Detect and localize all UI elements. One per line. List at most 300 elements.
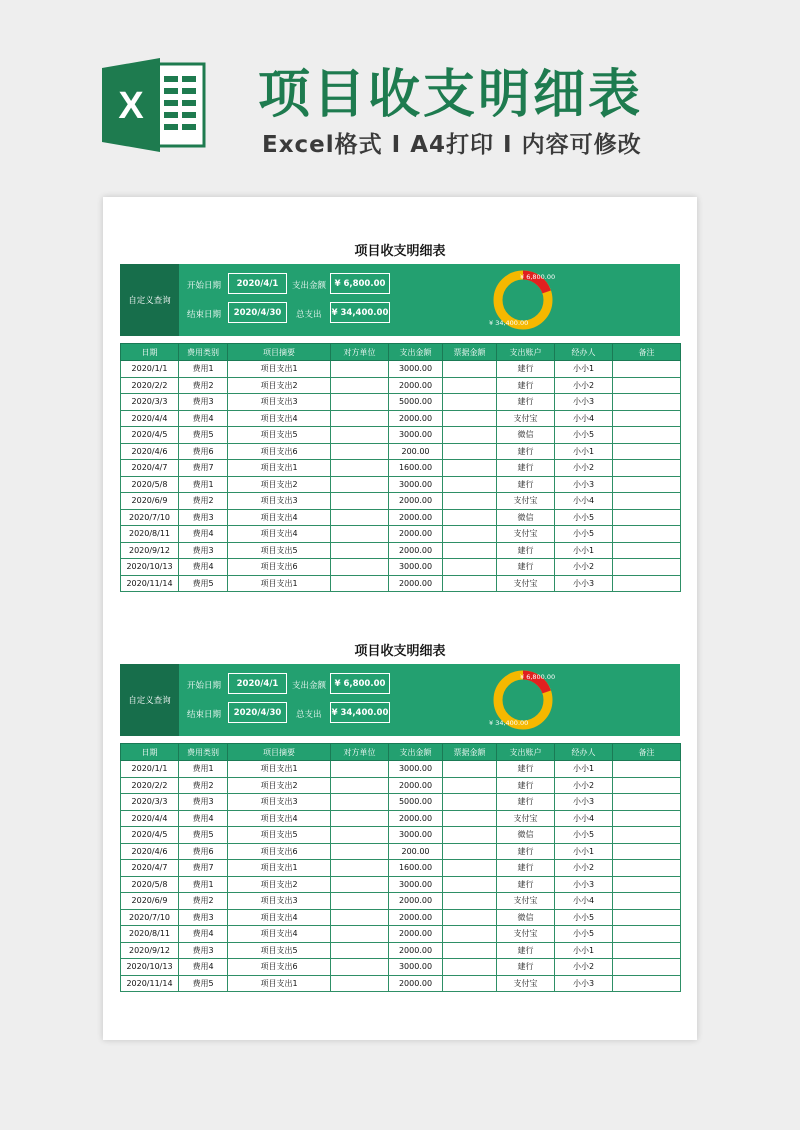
cell-summary[interactable]: 项目支出1 xyxy=(228,975,331,992)
cell-note[interactable] xyxy=(613,542,681,559)
column-header-note[interactable]: 备注 xyxy=(613,744,681,761)
cell-note[interactable] xyxy=(613,926,681,943)
cell-account[interactable]: 建行 xyxy=(497,942,555,959)
cell-counterparty[interactable] xyxy=(331,377,389,394)
cell-summary[interactable]: 项目支出2 xyxy=(228,377,331,394)
cell-account[interactable]: 建行 xyxy=(497,394,555,411)
cell-counterparty[interactable] xyxy=(331,460,389,477)
cell-summary[interactable]: 项目支出5 xyxy=(228,827,331,844)
cell-invoice[interactable] xyxy=(443,942,497,959)
cell-counterparty[interactable] xyxy=(331,559,389,576)
cell-category[interactable]: 费用3 xyxy=(179,942,228,959)
column-header-invoice[interactable]: 票据金额 xyxy=(443,344,497,361)
cell-date[interactable]: 2020/4/5 xyxy=(121,427,179,444)
cell-summary[interactable]: 项目支出1 xyxy=(228,761,331,778)
cell-note[interactable] xyxy=(613,942,681,959)
cell-account[interactable]: 微信 xyxy=(497,909,555,926)
cell-amount[interactable]: 3000.00 xyxy=(389,559,443,576)
cell-summary[interactable]: 项目支出4 xyxy=(228,926,331,943)
cell-amount[interactable]: 2000.00 xyxy=(389,926,443,943)
column-header-category[interactable]: 费用类别 xyxy=(179,344,228,361)
cell-account[interactable]: 微信 xyxy=(497,427,555,444)
cell-summary[interactable]: 项目支出2 xyxy=(228,876,331,893)
column-header-amount[interactable]: 支出金额 xyxy=(389,744,443,761)
cell-handler[interactable]: 小小3 xyxy=(555,394,613,411)
cell-summary[interactable]: 项目支出2 xyxy=(228,476,331,493)
expense-table xyxy=(120,343,681,592)
cell-counterparty[interactable] xyxy=(331,542,389,559)
cell-category[interactable]: 费用2 xyxy=(179,893,228,910)
end-date-field[interactable]: 2020/4/30 xyxy=(228,702,287,723)
cell-amount[interactable]: 2000.00 xyxy=(389,377,443,394)
cell-category[interactable]: 费用3 xyxy=(179,909,228,926)
cell-handler[interactable]: 小小3 xyxy=(555,476,613,493)
cell-counterparty[interactable] xyxy=(331,476,389,493)
cell-category[interactable]: 费用3 xyxy=(179,509,228,526)
cell-category[interactable]: 费用2 xyxy=(179,493,228,510)
cell-account[interactable]: 支付宝 xyxy=(497,810,555,827)
cell-summary[interactable]: 项目支出2 xyxy=(228,777,331,794)
query-panel xyxy=(120,264,680,336)
cell-note[interactable] xyxy=(613,860,681,877)
cell-category[interactable]: 费用1 xyxy=(179,361,228,378)
cell-category[interactable]: 费用4 xyxy=(179,526,228,543)
start-date-field[interactable]: 2020/4/1 xyxy=(228,673,287,694)
cell-account[interactable]: 微信 xyxy=(497,509,555,526)
cell-account[interactable]: 支付宝 xyxy=(497,975,555,992)
cell-category[interactable]: 费用4 xyxy=(179,810,228,827)
cell-note[interactable] xyxy=(613,509,681,526)
cell-amount[interactable]: 2000.00 xyxy=(389,909,443,926)
cell-category[interactable]: 费用5 xyxy=(179,975,228,992)
cell-invoice[interactable] xyxy=(443,959,497,976)
cell-summary[interactable]: 项目支出6 xyxy=(228,443,331,460)
end-date-label: 结束日期 xyxy=(187,310,222,320)
cell-summary[interactable]: 项目支出5 xyxy=(228,942,331,959)
cell-counterparty[interactable] xyxy=(331,526,389,543)
cell-counterparty[interactable] xyxy=(331,761,389,778)
cell-handler[interactable]: 小小1 xyxy=(555,361,613,378)
cell-category[interactable]: 费用1 xyxy=(179,476,228,493)
cell-summary[interactable]: 项目支出3 xyxy=(228,893,331,910)
cell-amount[interactable]: 2000.00 xyxy=(389,542,443,559)
start-date-field[interactable]: 2020/4/1 xyxy=(228,273,287,294)
cell-category[interactable]: 费用5 xyxy=(179,427,228,444)
cell-date[interactable]: 2020/1/1 xyxy=(121,761,179,778)
cell-invoice[interactable] xyxy=(443,559,497,576)
cell-account[interactable]: 建行 xyxy=(497,794,555,811)
cell-handler[interactable]: 小小4 xyxy=(555,893,613,910)
cell-counterparty[interactable] xyxy=(331,443,389,460)
cell-handler[interactable]: 小小5 xyxy=(555,909,613,926)
cell-note[interactable] xyxy=(613,810,681,827)
cell-summary[interactable]: 项目支出3 xyxy=(228,794,331,811)
cell-category[interactable]: 费用3 xyxy=(179,542,228,559)
cell-date[interactable]: 2020/4/6 xyxy=(121,843,179,860)
cell-category[interactable]: 费用5 xyxy=(179,827,228,844)
cell-counterparty[interactable] xyxy=(331,827,389,844)
cell-account[interactable]: 建行 xyxy=(497,876,555,893)
cell-counterparty[interactable] xyxy=(331,876,389,893)
cell-category[interactable]: 费用6 xyxy=(179,443,228,460)
cell-amount[interactable]: 1600.00 xyxy=(389,860,443,877)
cell-account[interactable]: 建行 xyxy=(497,761,555,778)
cell-note[interactable] xyxy=(613,761,681,778)
cell-note[interactable] xyxy=(613,843,681,860)
cell-invoice[interactable] xyxy=(443,975,497,992)
cell-invoice[interactable] xyxy=(443,394,497,411)
cell-date[interactable]: 2020/11/14 xyxy=(121,975,179,992)
cell-counterparty[interactable] xyxy=(331,909,389,926)
table-row xyxy=(121,926,681,943)
table-header-row xyxy=(121,344,681,361)
cell-note[interactable] xyxy=(613,460,681,477)
cell-counterparty[interactable] xyxy=(331,509,389,526)
cell-counterparty[interactable] xyxy=(331,860,389,877)
cell-handler[interactable]: 小小2 xyxy=(555,377,613,394)
cell-note[interactable] xyxy=(613,361,681,378)
cell-handler[interactable]: 小小2 xyxy=(555,860,613,877)
cell-account[interactable]: 建行 xyxy=(497,959,555,976)
cell-invoice[interactable] xyxy=(443,443,497,460)
cell-amount[interactable]: 3000.00 xyxy=(389,761,443,778)
cell-date[interactable]: 2020/3/3 xyxy=(121,794,179,811)
column-header-handler[interactable]: 经办人 xyxy=(555,344,613,361)
cell-invoice[interactable] xyxy=(443,410,497,427)
cell-handler[interactable]: 小小5 xyxy=(555,926,613,943)
cell-invoice[interactable] xyxy=(443,843,497,860)
cell-handler[interactable]: 小小4 xyxy=(555,410,613,427)
cell-date[interactable]: 2020/8/11 xyxy=(121,526,179,543)
spend-amount-value: ¥ 6,800.00 xyxy=(330,273,390,294)
cell-counterparty[interactable] xyxy=(331,794,389,811)
cell-handler[interactable]: 小小4 xyxy=(555,810,613,827)
cell-summary[interactable]: 项目支出4 xyxy=(228,526,331,543)
cell-counterparty[interactable] xyxy=(331,427,389,444)
cell-account[interactable]: 建行 xyxy=(497,843,555,860)
cell-category[interactable]: 费用7 xyxy=(179,460,228,477)
cell-category[interactable]: 费用2 xyxy=(179,777,228,794)
cell-counterparty[interactable] xyxy=(331,926,389,943)
cell-invoice[interactable] xyxy=(443,810,497,827)
cell-date[interactable]: 2020/2/2 xyxy=(121,777,179,794)
cell-date[interactable]: 2020/6/9 xyxy=(121,493,179,510)
cell-note[interactable] xyxy=(613,893,681,910)
cell-account[interactable]: 建行 xyxy=(497,542,555,559)
cell-invoice[interactable] xyxy=(443,876,497,893)
cell-invoice[interactable] xyxy=(443,893,497,910)
cell-note[interactable] xyxy=(613,975,681,992)
cell-handler[interactable]: 小小2 xyxy=(555,559,613,576)
cell-category[interactable]: 费用6 xyxy=(179,843,228,860)
cell-amount[interactable]: 5000.00 xyxy=(389,794,443,811)
table-row xyxy=(121,975,681,992)
cell-amount[interactable]: 2000.00 xyxy=(389,526,443,543)
cell-date[interactable]: 2020/1/1 xyxy=(121,361,179,378)
column-header-invoice[interactable]: 票据金额 xyxy=(443,744,497,761)
cell-summary[interactable]: 项目支出6 xyxy=(228,843,331,860)
cell-amount[interactable]: 200.00 xyxy=(389,443,443,460)
cell-handler[interactable]: 小小5 xyxy=(555,427,613,444)
cell-summary[interactable]: 项目支出4 xyxy=(228,509,331,526)
cell-amount[interactable]: 2000.00 xyxy=(389,810,443,827)
cell-category[interactable]: 费用4 xyxy=(179,559,228,576)
cell-date[interactable]: 2020/6/9 xyxy=(121,893,179,910)
cell-counterparty[interactable] xyxy=(331,975,389,992)
cell-note[interactable] xyxy=(613,959,681,976)
cell-amount[interactable]: 3000.00 xyxy=(389,959,443,976)
cell-counterparty[interactable] xyxy=(331,843,389,860)
cell-summary[interactable]: 项目支出6 xyxy=(228,559,331,576)
cell-category[interactable]: 费用3 xyxy=(179,394,228,411)
table-row xyxy=(121,361,681,378)
cell-note[interactable] xyxy=(613,394,681,411)
column-header-counterparty[interactable]: 对方单位 xyxy=(331,344,389,361)
donut-spend-label: ¥ 6,800.00 xyxy=(520,273,556,281)
cell-handler[interactable]: 小小1 xyxy=(555,843,613,860)
cell-account[interactable]: 支付宝 xyxy=(497,493,555,510)
cell-amount[interactable]: 3000.00 xyxy=(389,876,443,893)
cell-invoice[interactable] xyxy=(443,909,497,926)
cell-account[interactable]: 建行 xyxy=(497,361,555,378)
cell-handler[interactable]: 小小1 xyxy=(555,542,613,559)
cell-counterparty[interactable] xyxy=(331,942,389,959)
cell-account[interactable]: 建行 xyxy=(497,777,555,794)
cell-category[interactable]: 费用4 xyxy=(179,959,228,976)
end-date-field[interactable]: 2020/4/30 xyxy=(228,302,287,323)
cell-date[interactable]: 2020/4/7 xyxy=(121,460,179,477)
cell-amount[interactable]: 2000.00 xyxy=(389,975,443,992)
cell-category[interactable]: 费用1 xyxy=(179,761,228,778)
end-date-label: 结束日期 xyxy=(187,710,222,720)
cell-handler[interactable]: 小小2 xyxy=(555,460,613,477)
cell-date[interactable]: 2020/3/3 xyxy=(121,394,179,411)
column-header-date[interactable]: 日期 xyxy=(121,344,179,361)
cell-summary[interactable]: 项目支出6 xyxy=(228,959,331,976)
expense-table xyxy=(120,743,681,992)
logo-letter: X xyxy=(118,85,144,127)
cell-account[interactable]: 支付宝 xyxy=(497,575,555,592)
cell-note[interactable] xyxy=(613,575,681,592)
column-header-category[interactable]: 费用类别 xyxy=(179,744,228,761)
column-header-account[interactable]: 支出账户 xyxy=(497,344,555,361)
cell-summary[interactable]: 项目支出4 xyxy=(228,410,331,427)
cell-invoice[interactable] xyxy=(443,761,497,778)
cell-handler[interactable]: 小小1 xyxy=(555,443,613,460)
cell-note[interactable] xyxy=(613,827,681,844)
cell-category[interactable]: 费用1 xyxy=(179,876,228,893)
cell-date[interactable]: 2020/7/10 xyxy=(121,509,179,526)
table-row xyxy=(121,394,681,411)
donut-spend-label: ¥ 6,800.00 xyxy=(520,673,556,681)
spend-amount-value: ¥ 6,800.00 xyxy=(330,673,390,694)
cell-note[interactable] xyxy=(613,909,681,926)
cell-date[interactable]: 2020/4/4 xyxy=(121,410,179,427)
excel-logo-icon xyxy=(102,56,206,154)
cell-account[interactable]: 建行 xyxy=(497,559,555,576)
cell-handler[interactable]: 小小2 xyxy=(555,959,613,976)
cell-invoice[interactable] xyxy=(443,493,497,510)
cell-date[interactable]: 2020/5/8 xyxy=(121,876,179,893)
cell-invoice[interactable] xyxy=(443,860,497,877)
cell-note[interactable] xyxy=(613,559,681,576)
cell-invoice[interactable] xyxy=(443,575,497,592)
cell-note[interactable] xyxy=(613,777,681,794)
cell-category[interactable]: 费用2 xyxy=(179,377,228,394)
table-row xyxy=(121,410,681,427)
cell-invoice[interactable] xyxy=(443,926,497,943)
cell-handler[interactable]: 小小3 xyxy=(555,876,613,893)
cell-note[interactable] xyxy=(613,493,681,510)
cell-amount[interactable]: 2000.00 xyxy=(389,893,443,910)
cell-invoice[interactable] xyxy=(443,377,497,394)
page-title: 项目收支明细表 xyxy=(258,65,644,125)
cell-handler[interactable]: 小小5 xyxy=(555,509,613,526)
cell-counterparty[interactable] xyxy=(331,575,389,592)
cell-invoice[interactable] xyxy=(443,361,497,378)
cell-handler[interactable]: 小小5 xyxy=(555,827,613,844)
cell-category[interactable]: 费用5 xyxy=(179,575,228,592)
cell-amount[interactable]: 5000.00 xyxy=(389,394,443,411)
cell-amount[interactable]: 3000.00 xyxy=(389,427,443,444)
cell-counterparty[interactable] xyxy=(331,361,389,378)
cell-amount[interactable]: 2000.00 xyxy=(389,575,443,592)
table-row xyxy=(121,860,681,877)
cell-date[interactable]: 2020/4/4 xyxy=(121,810,179,827)
cell-amount[interactable]: 2000.00 xyxy=(389,509,443,526)
cell-counterparty[interactable] xyxy=(331,493,389,510)
cell-category[interactable]: 费用4 xyxy=(179,410,228,427)
cell-counterparty[interactable] xyxy=(331,810,389,827)
column-header-date[interactable]: 日期 xyxy=(121,744,179,761)
cell-date[interactable]: 2020/9/12 xyxy=(121,542,179,559)
cell-date[interactable]: 2020/5/8 xyxy=(121,476,179,493)
cell-note[interactable] xyxy=(613,876,681,893)
cell-note[interactable] xyxy=(613,410,681,427)
cell-account[interactable]: 支付宝 xyxy=(497,410,555,427)
cell-invoice[interactable] xyxy=(443,794,497,811)
cell-summary[interactable]: 项目支出5 xyxy=(228,542,331,559)
cell-date[interactable]: 2020/4/6 xyxy=(121,443,179,460)
cell-account[interactable]: 支付宝 xyxy=(497,893,555,910)
cell-counterparty[interactable] xyxy=(331,394,389,411)
cell-amount[interactable]: 2000.00 xyxy=(389,777,443,794)
cell-account[interactable]: 建行 xyxy=(497,377,555,394)
column-header-counterparty[interactable]: 对方单位 xyxy=(331,744,389,761)
cell-summary[interactable]: 项目支出1 xyxy=(228,361,331,378)
column-header-handler[interactable]: 经办人 xyxy=(555,744,613,761)
custom-query-label: 自定义查询 xyxy=(120,264,179,336)
cell-invoice[interactable] xyxy=(443,460,497,477)
column-header-amount[interactable]: 支出金额 xyxy=(389,344,443,361)
cell-account[interactable]: 支付宝 xyxy=(497,526,555,543)
cell-invoice[interactable] xyxy=(443,427,497,444)
table-row xyxy=(121,575,681,592)
cell-handler[interactable]: 小小3 xyxy=(555,794,613,811)
cell-handler[interactable]: 小小2 xyxy=(555,777,613,794)
table-row xyxy=(121,959,681,976)
cell-handler[interactable]: 小小1 xyxy=(555,942,613,959)
query-panel xyxy=(120,664,680,736)
cell-invoice[interactable] xyxy=(443,827,497,844)
cell-amount[interactable]: 2000.00 xyxy=(389,942,443,959)
column-header-summary[interactable]: 项目摘要 xyxy=(228,344,331,361)
cell-date[interactable]: 2020/2/2 xyxy=(121,377,179,394)
cell-category[interactable]: 费用7 xyxy=(179,860,228,877)
cell-invoice[interactable] xyxy=(443,526,497,543)
cell-summary[interactable]: 项目支出4 xyxy=(228,909,331,926)
cell-counterparty[interactable] xyxy=(331,959,389,976)
cell-amount[interactable]: 2000.00 xyxy=(389,410,443,427)
cell-summary[interactable]: 项目支出5 xyxy=(228,427,331,444)
start-date-label: 开始日期 xyxy=(187,281,222,291)
cell-note[interactable] xyxy=(613,526,681,543)
cell-summary[interactable]: 项目支出3 xyxy=(228,394,331,411)
cell-handler[interactable]: 小小5 xyxy=(555,526,613,543)
cell-account[interactable]: 建行 xyxy=(497,460,555,477)
cell-handler[interactable]: 小小3 xyxy=(555,575,613,592)
cell-note[interactable] xyxy=(613,377,681,394)
cell-counterparty[interactable] xyxy=(331,777,389,794)
cell-summary[interactable]: 项目支出1 xyxy=(228,860,331,877)
cell-amount[interactable]: 3000.00 xyxy=(389,476,443,493)
cell-handler[interactable]: 小小1 xyxy=(555,761,613,778)
cell-account[interactable]: 支付宝 xyxy=(497,926,555,943)
column-header-summary[interactable]: 项目摘要 xyxy=(228,744,331,761)
cell-amount[interactable]: 200.00 xyxy=(389,843,443,860)
cell-account[interactable]: 微信 xyxy=(497,827,555,844)
cell-category[interactable]: 费用3 xyxy=(179,794,228,811)
cell-account[interactable]: 建行 xyxy=(497,443,555,460)
column-header-note[interactable]: 备注 xyxy=(613,344,681,361)
cell-summary[interactable]: 项目支出1 xyxy=(228,460,331,477)
cell-date[interactable]: 2020/10/13 xyxy=(121,559,179,576)
cell-invoice[interactable] xyxy=(443,777,497,794)
cell-invoice[interactable] xyxy=(443,509,497,526)
cell-amount[interactable]: 2000.00 xyxy=(389,493,443,510)
cell-date[interactable]: 2020/4/5 xyxy=(121,827,179,844)
cell-note[interactable] xyxy=(613,427,681,444)
start-date-label: 开始日期 xyxy=(187,681,222,691)
cell-note[interactable] xyxy=(613,794,681,811)
cell-date[interactable]: 2020/11/14 xyxy=(121,575,179,592)
cell-invoice[interactable] xyxy=(443,542,497,559)
cell-date[interactable]: 2020/7/10 xyxy=(121,909,179,926)
cell-amount[interactable]: 1600.00 xyxy=(389,460,443,477)
cell-handler[interactable]: 小小4 xyxy=(555,493,613,510)
cell-summary[interactable]: 项目支出1 xyxy=(228,575,331,592)
cell-summary[interactable]: 项目支出4 xyxy=(228,810,331,827)
cell-note[interactable] xyxy=(613,443,681,460)
cell-date[interactable]: 2020/8/11 xyxy=(121,926,179,943)
cell-account[interactable]: 建行 xyxy=(497,860,555,877)
cell-category[interactable]: 费用4 xyxy=(179,926,228,943)
cell-handler[interactable]: 小小3 xyxy=(555,975,613,992)
cell-date[interactable]: 2020/10/13 xyxy=(121,959,179,976)
cell-date[interactable]: 2020/4/7 xyxy=(121,860,179,877)
column-header-account[interactable]: 支出账户 xyxy=(497,744,555,761)
cell-amount[interactable]: 3000.00 xyxy=(389,361,443,378)
cell-counterparty[interactable] xyxy=(331,893,389,910)
cell-invoice[interactable] xyxy=(443,476,497,493)
cell-amount[interactable]: 3000.00 xyxy=(389,827,443,844)
donut-total-label: ¥ 34,400.00 xyxy=(489,319,529,327)
cell-note[interactable] xyxy=(613,476,681,493)
cell-account[interactable]: 建行 xyxy=(497,476,555,493)
cell-date[interactable]: 2020/9/12 xyxy=(121,942,179,959)
cell-summary[interactable]: 项目支出3 xyxy=(228,493,331,510)
cell-counterparty[interactable] xyxy=(331,410,389,427)
